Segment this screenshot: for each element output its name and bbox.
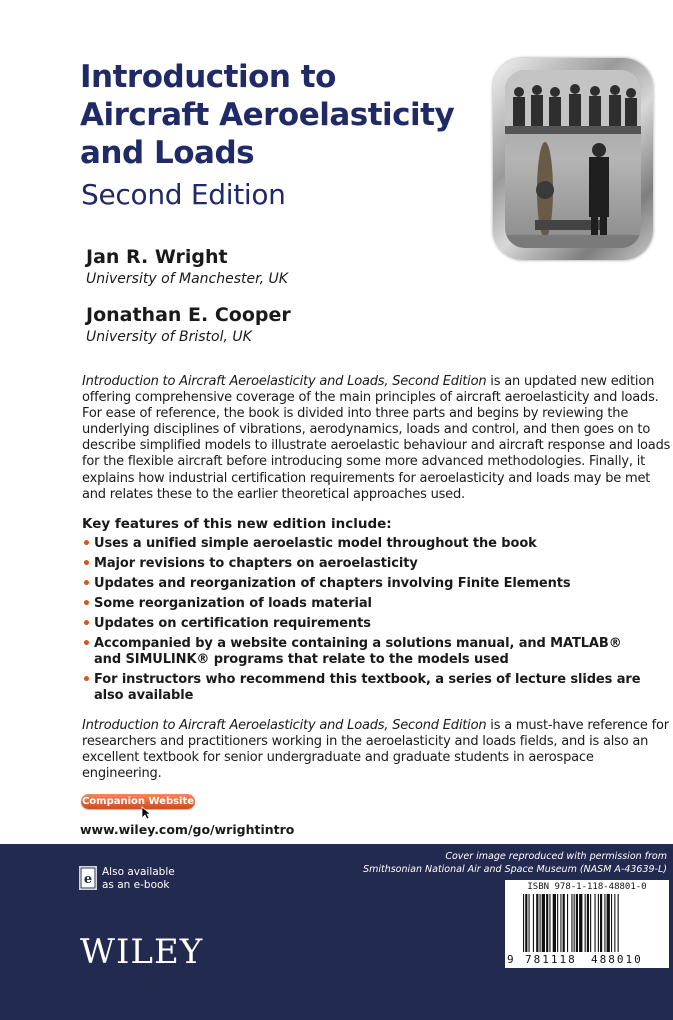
- barcode-bar: [567, 894, 568, 952]
- barcode-bar: [542, 894, 545, 952]
- historic-photo: [505, 70, 641, 248]
- barcode-bar: [574, 894, 575, 952]
- barcode-bar: [600, 894, 602, 952]
- features-list: [82, 536, 642, 708]
- barcode-bar: [604, 894, 605, 952]
- feature-item: • For instructors who recommend this textbook, a series of lecture slides are also available: [82, 672, 641, 703]
- ebook-icon: [79, 866, 97, 890]
- description-book-title: Introduction to Aircraft Aeroelasticity and Loads, Second Edition: [82, 374, 487, 389]
- barcode-bar: [618, 894, 619, 952]
- barcode-bar: [529, 894, 530, 952]
- bullet-icon: •: [82, 536, 91, 552]
- book-title: [80, 58, 480, 172]
- barcode-bar: [525, 894, 527, 952]
- feature-item: • Updates on certification requirements: [82, 616, 371, 632]
- edition-label: Second Edition: [81, 178, 286, 211]
- svg-text:e: e: [83, 872, 93, 887]
- barcode-bar: [590, 894, 591, 952]
- bullet-icon: •: [82, 576, 91, 592]
- feature-item: • Some reorganization of loads material: [82, 596, 372, 612]
- publisher-logo: WILEY: [80, 932, 204, 972]
- barcode-bar: [571, 894, 572, 952]
- feature-item: • Major revisions to chapters on aeroelasticity: [82, 556, 418, 572]
- barcode-bar: [533, 894, 534, 952]
- barcode-bar: [553, 894, 556, 952]
- barcode-bar: [557, 894, 558, 952]
- barcode-bar: [523, 894, 524, 952]
- pointer-cursor-icon: [141, 806, 151, 820]
- author-affiliation: University of Manchester, UK: [86, 271, 288, 287]
- barcode-bar: [595, 894, 596, 952]
- title-line-2: Aircraft Aeroelasticity: [80, 97, 455, 133]
- bullet-icon: •: [82, 636, 91, 652]
- cover-photo-frame: [493, 58, 653, 260]
- barcode-bar: [607, 894, 610, 952]
- summary-text: is a must-have reference for researchers and practitioners working in the aeroelasticity and loads fields, and is also an excellent textbook for senior undergraduate and graduate students in aerospace engineering.: [82, 718, 669, 782]
- cover-image-credit: Cover image reproduced with permission from Smithsonian National Air and Space Museum (NASM A-43639-L): [363, 851, 667, 875]
- summary-paragraph: [82, 718, 672, 782]
- feature-item: • Accompanied by a website containing a solutions manual, and MATLAB® and SIMULINK® programs that relate to the models used: [82, 636, 622, 667]
- bullet-icon: •: [82, 672, 91, 688]
- barcode-bar: [563, 894, 565, 952]
- companion-url-link[interactable]: www.wiley.com/go/wrightintro: [80, 822, 295, 837]
- bullet-icon: •: [82, 616, 91, 632]
- ebook-availability: Also available as an e-book: [102, 866, 175, 891]
- barcode-bar: [576, 894, 578, 952]
- barcode-bar: [560, 894, 561, 952]
- description-paragraph: [82, 374, 672, 503]
- features-heading: Key features of this new edition include:: [82, 516, 392, 532]
- barcode-bar: [549, 894, 550, 952]
- author-2: [86, 304, 291, 345]
- author-affiliation: University of Bristol, UK: [86, 329, 252, 345]
- feature-item: • Updates and reorganization of chapters involving Finite Elements: [82, 576, 571, 592]
- summary-book-title: Introduction to Aircraft Aeroelasticity and Loads, Second Edition: [82, 718, 487, 733]
- description-text: is an updated new edition offering comprehensive coverage of the main principles of aircraft aeroelasticity and loads. For ease of reference, the book is divided into three parts and begins by reviewing the underlying disciplines of vibrations, aerodynamics, loads and control, and then goes on to describe simplified models to illustrate aeroelastic behaviour and aircraft response and loads for the flexible aircraft before introducing some more advanced methodologies. Finally, it explains how industrial certification requirements for aeroelasticity and loads may be met and relates these to the earlier theoretical approaches used.: [82, 374, 671, 502]
- title-line-1: Introduction to: [80, 59, 336, 95]
- barcode-bar: [585, 894, 586, 952]
- barcode-bar: [587, 894, 589, 952]
- isbn-number: ISBN 978-1-118-48801-0: [527, 882, 647, 892]
- barcode-bar: [546, 894, 548, 952]
- companion-website-button[interactable]: Companion Website: [81, 796, 195, 807]
- barcode-bars: [513, 894, 663, 954]
- barcode-bar: [579, 894, 582, 952]
- barcode-bar: [536, 894, 538, 952]
- author-name: Jan R. Wright: [86, 246, 228, 268]
- barcode-bar: [611, 894, 612, 952]
- barcode-bar: [540, 894, 541, 952]
- author-name: Jonathan E. Cooper: [86, 304, 291, 326]
- historic-photo-illustration: [505, 70, 641, 248]
- feature-item: • Uses a unified simple aeroelastic model throughout the book: [82, 536, 537, 552]
- title-line-3: and Loads: [80, 135, 255, 171]
- isbn-barcode: ISBN 978-1-118-48801-0 9 781118 488010: [505, 880, 669, 968]
- author-1: [86, 246, 288, 287]
- barcode-bar: [614, 894, 615, 952]
- bullet-icon: •: [82, 556, 91, 572]
- barcode-bar: [598, 894, 599, 952]
- bullet-icon: •: [82, 596, 91, 612]
- footer-band: [0, 844, 673, 1020]
